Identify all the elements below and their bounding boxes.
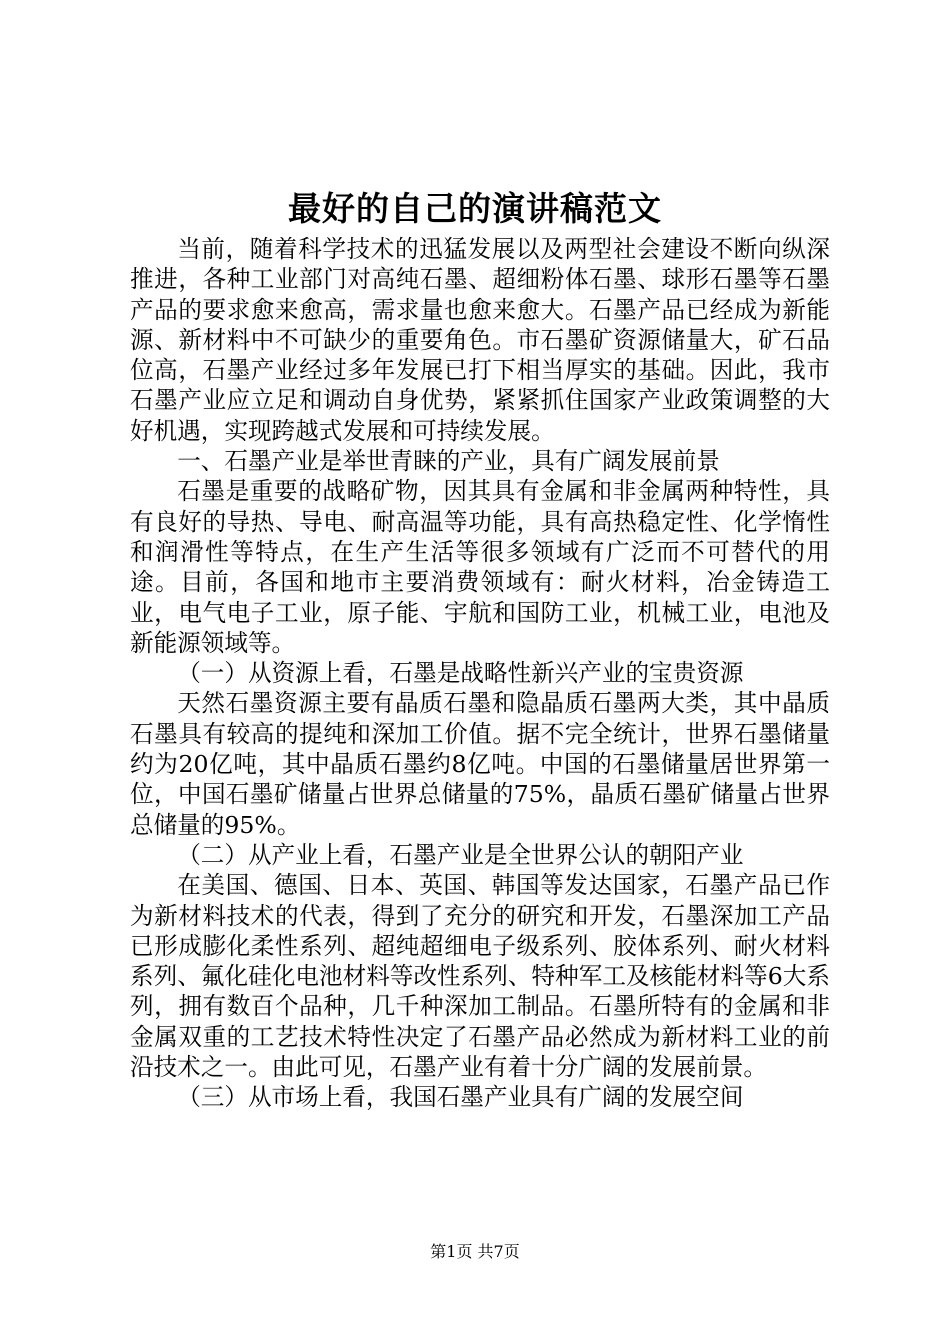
section-heading-1: 一、石墨产业是举世青睐的产业，具有广阔发展前景 [177, 447, 720, 476]
paragraph-intro: 当前，随着科学技术的迅猛发展以及两型社会建设不断向纵深推进，各种工业部门对高纯石墨、超细粉体石墨、球形石墨等石墨产品的要求愈来愈高，需求量也愈来愈大。石墨产品已经成为新能源、新材料中不可缺少的重要角色。市石墨矿资源储量大，矿石品位高，石墨产业经过多年发展已打下相当厚实的基础。因此，我市石墨产业应立足和调动自身优势，紧紧抓住国家产业政策调整的大好机遇，实现跨越式发展和可持续发展。 [130, 235, 830, 445]
subsection-heading-2: （二）从产业上看，石墨产业是全世界公认的朝阳产业 [177, 840, 744, 869]
document-body [130, 234, 830, 1113]
subsection-heading-1: （一）从资源上看，石墨是战略性新兴产业的宝贵资源 [177, 659, 744, 688]
paragraph-industry: 在美国、德国、日本、英国、韩国等发达国家，石墨产品已作为新材料技术的代表，得到了充分的研究和开发，石墨深加工产品已形成膨化柔性系列、超纯超细电子级系列、胶体系列、耐火材料系列、氟化硅化电池材料等改性系列、特种军工及核能材料等6大系列，拥有数百个品种，几千种深加工制品。石墨所特有的金属和非金属双重的工艺技术特性决定了石墨产品必然成为新材料工业的前沿技术之一。由此可见，石墨产业有着十分广阔的发展前景。 [130, 871, 830, 1082]
paragraph-resources: 天然石墨资源主要有晶质石墨和隐晶质石墨两大类，其中晶质石墨具有较高的提纯和深加工价值。据不完全统计，世界石墨储量约为20亿吨，其中晶质石墨约8亿吨。中国的石墨储量居世界第一位，中国石墨矿储量占世界总储量的75%，晶质石墨矿储量占世界总储量的95%。 [130, 689, 830, 839]
subsection-heading-3: （三）从市场上看，我国石墨产业具有广阔的发展空间 [177, 1083, 744, 1112]
document-title: 最好的自己的演讲稿范文 [288, 189, 662, 228]
page-footer: 第1页 共7页 [430, 1242, 520, 1261]
paragraph-graphite-properties: 石墨是重要的战略矿物，因其具有金属和非金属两种特性，具有良好的导热、导电、耐高温等功能，具有高热稳定性、化学惰性和润滑性等特点，在生产生活等很多领域有广泛而不可替代的用途。目前，各国和地市主要消费领域有：耐火材料，冶金铸造工业，电气电子工业，原子能、宇航和国防工业，机械工业，电池及新能源领域等。 [130, 477, 830, 657]
